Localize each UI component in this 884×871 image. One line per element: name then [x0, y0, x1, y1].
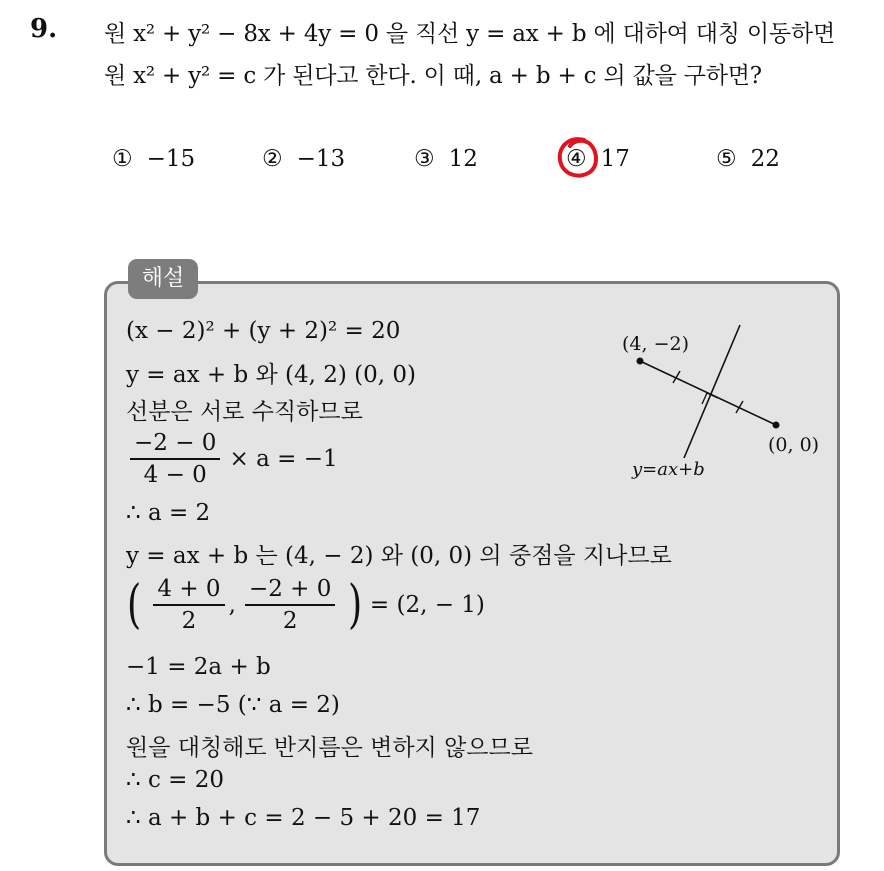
midpoint-y-denominator: 2: [282, 608, 298, 634]
midpoint-y-fraction: [245, 576, 335, 634]
problem-text-line2: 원 x² + y² = c 가 된다고 한다. 이 때, a + b + c 의 값을 구하면?: [104, 63, 762, 89]
comma: ,: [228, 592, 236, 618]
midpoint-x-denominator: 2: [181, 608, 197, 634]
solution-line-11: ∴ c = 20: [126, 767, 224, 793]
point-a-dot: [637, 358, 644, 365]
choice-4-value: 17: [600, 146, 630, 172]
right-angle-mark: [702, 393, 718, 404]
right-paren: ): [347, 575, 362, 635]
bisector-line: [684, 325, 740, 458]
choice-4-marker: ④: [566, 146, 587, 172]
choice-3[interactable]: [414, 146, 478, 172]
choice-1-value: −15: [146, 146, 196, 172]
solution-line-1: (x − 2)² + (y + 2)² = 20: [126, 318, 401, 344]
solution-line-4: [126, 430, 338, 488]
choice-2-value: −13: [296, 146, 346, 172]
point-b-dot: [773, 422, 780, 429]
choice-3-value: 12: [448, 146, 478, 172]
answer-circle-mark: [554, 134, 602, 182]
choice-5-marker: ⑤: [716, 146, 737, 172]
perpendicular-bisector-diagram: [610, 320, 834, 490]
solution-line-8: −1 = 2a + b: [126, 654, 271, 680]
choice-2-marker: ②: [262, 146, 283, 172]
solution-line-6: y = ax + b 는 (4, − 2) 와 (0, 0) 의 중점을 지나므로: [126, 543, 672, 569]
solution-line-3: 선분은 서로 수직하므로: [126, 399, 363, 425]
slope-fraction: [130, 430, 220, 488]
choice-1-marker: ①: [112, 146, 133, 172]
solution-line-7: [124, 576, 485, 634]
solution-line-2: y = ax + b 와 (4, 2) (0, 0): [126, 362, 417, 388]
choice-2[interactable]: [262, 146, 345, 172]
choice-3-marker: ③: [414, 146, 435, 172]
midpoint-x-numerator: 4 + 0: [153, 576, 224, 606]
solution-line-10: 원을 대칭해도 반지름은 변하지 않으므로: [126, 735, 533, 761]
slope-denominator: 4 − 0: [143, 462, 207, 488]
solution-tag: 해설: [128, 259, 198, 299]
solution-line-9: ∴ b = −5 (∵ a = 2): [126, 692, 340, 718]
choice-5[interactable]: [716, 146, 780, 172]
problem-number: 9.: [30, 14, 58, 44]
left-paren: (: [127, 575, 142, 635]
choice-1[interactable]: [112, 146, 195, 172]
solution-line-12: ∴ a + b + c = 2 − 5 + 20 = 17: [126, 805, 481, 831]
choice-5-value: 22: [750, 146, 780, 172]
midpoint-y-numerator: −2 + 0: [245, 576, 335, 606]
line-label: y=ax+b: [632, 459, 705, 480]
solution-line-5: ∴ a = 2: [126, 500, 211, 526]
slope-numerator: −2 − 0: [130, 430, 220, 460]
point-a-label: (4, −2): [622, 333, 690, 355]
midpoint-result: = (2, − 1): [369, 592, 485, 618]
slope-equation: × a = −1: [229, 446, 338, 472]
midpoint-x-fraction: [153, 576, 224, 634]
problem-text-line1: 원 x² + y² − 8x + 4y = 0 을 직선 y = ax + b 에 대하여 대칭 이동하면: [104, 21, 835, 47]
point-b-label: (0, 0): [768, 434, 820, 456]
